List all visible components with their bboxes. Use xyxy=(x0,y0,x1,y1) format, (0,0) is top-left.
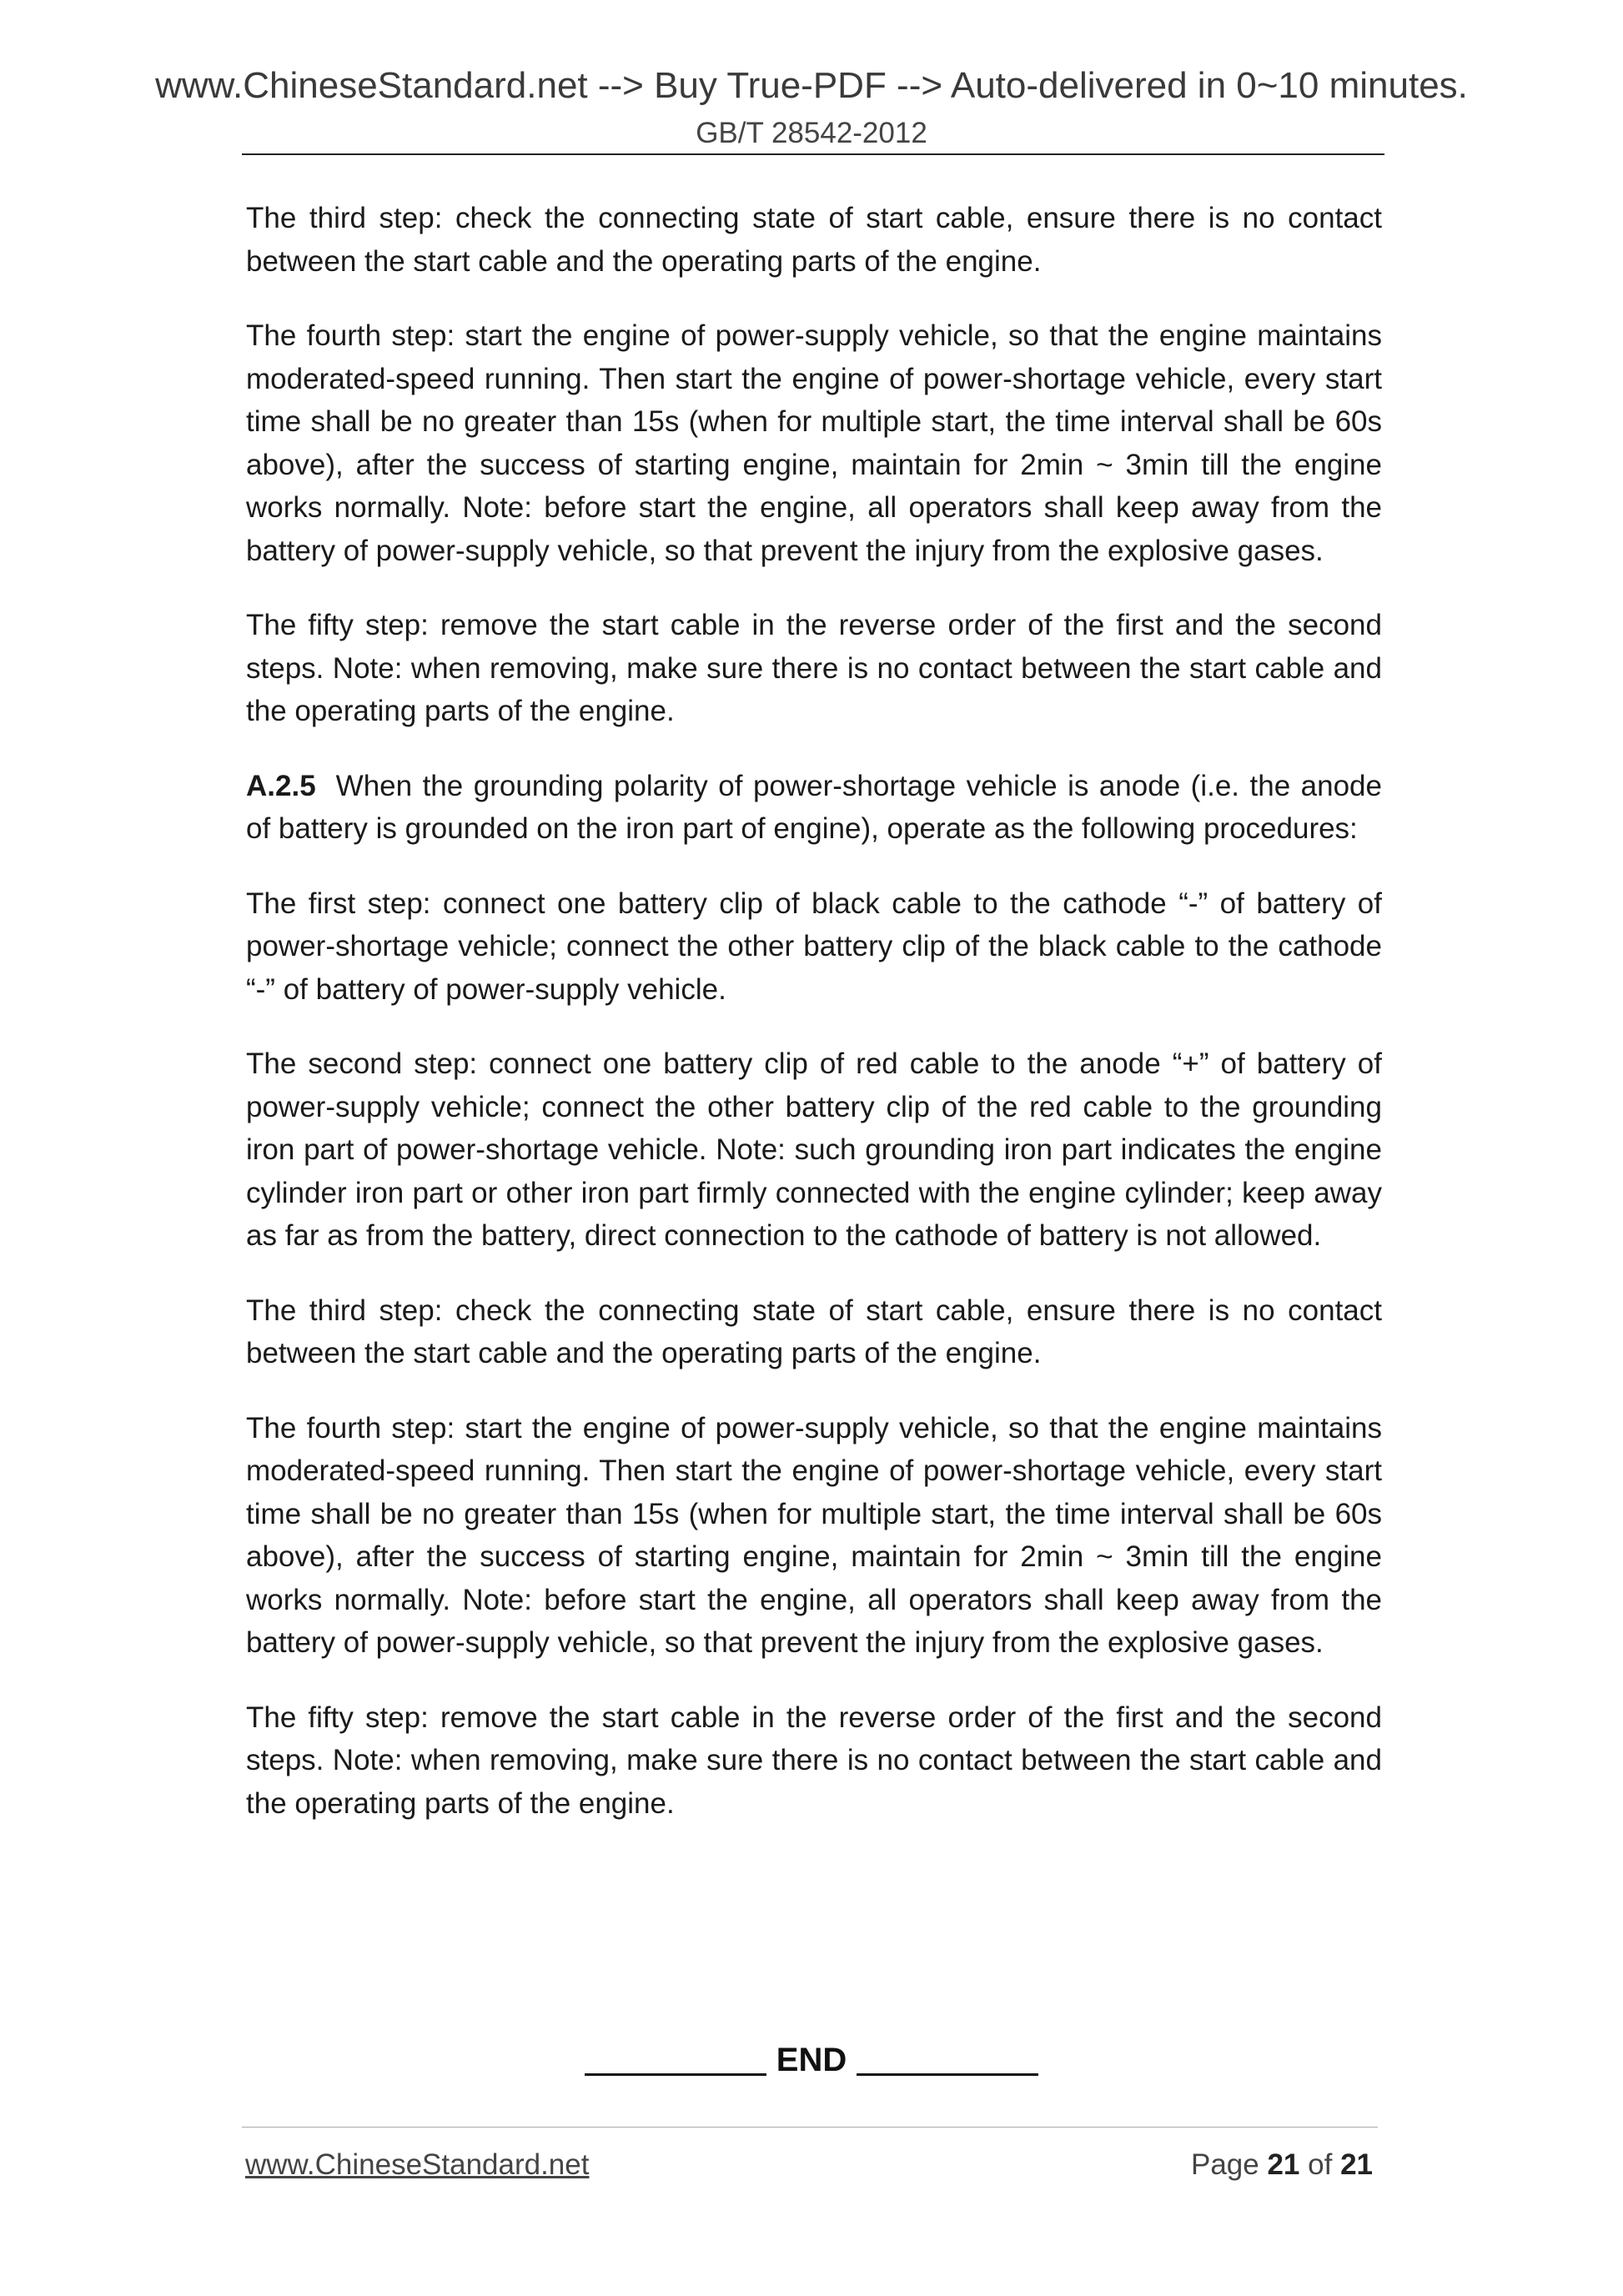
paragraph-text: The third step: check the connecting state of start cable, ensure there is no contact between the start cable and the operating parts of the engine. xyxy=(246,1294,1382,1369)
paragraph-text: The first step: connect one battery clip of black cable to the cathode “-” of battery of power-shortage vehicle; connect the other battery clip of the black cable to the cathode “-” of battery of power-supply vehicle. xyxy=(246,887,1382,1006)
page-of-label: of xyxy=(1308,2148,1333,2181)
paragraph-text: The fourth step: start the engine of power-supply vehicle, so that the engine maintains moderated-speed running. Then start the engine of power-shortage vehicle, every start time shall be no greater than 15s (when for multiple start, the time interval shall be 60s above), after the success of starting engine, maintain for 2min ~ 3min till the engine works normally. Note: before start the engine, all operators shall keep away from the battery of power-supply vehicle, so that prevent the injury from the explosive gases. xyxy=(246,319,1382,567)
end-text: END xyxy=(776,2042,847,2078)
paragraph-third-step-2 xyxy=(246,1289,1382,1375)
page-label: Page xyxy=(1190,2148,1259,2181)
footer-website-link[interactable]: www.ChineseStandard.net xyxy=(245,2148,590,2181)
clause-number: A.2.5 xyxy=(246,769,316,802)
end-marker xyxy=(0,2042,1623,2079)
paragraph-first-step xyxy=(246,882,1382,1012)
header-divider xyxy=(242,153,1384,155)
page-total: 21 xyxy=(1340,2148,1373,2181)
paragraph-text: When the grounding polarity of power-shortage vehicle is anode (i.e. the anode of battery is grounded on the iron part of engine), operate as the following procedures: xyxy=(246,769,1382,845)
paragraph-second-step xyxy=(246,1042,1382,1258)
paragraph-fourth-step-2 xyxy=(246,1407,1382,1665)
page-current: 21 xyxy=(1267,2148,1300,2181)
page-indicator xyxy=(1191,2148,1373,2182)
paragraph-text: The fifty step: remove the start cable in the reverse order of the first and the second steps. Note: when removing, make sure there is no contact between the start cable and the operating parts of the engine. xyxy=(246,1701,1382,1820)
document-body xyxy=(246,197,1382,1856)
end-rule-right xyxy=(857,2073,1038,2076)
paragraph-text: The fourth step: start the engine of power-supply vehicle, so that the engine maintains moderated-speed running. Then start the engine of power-shortage vehicle, every start time shall be no greater than 15s (when for multiple start, the time interval shall be 60s above), after the success of starting engine, maintain for 2min ~ 3min till the engine works normally. Note: before start the engine, all operators shall keep away from the battery of power-supply vehicle, so that prevent the injury from the explosive gases. xyxy=(246,1411,1382,1659)
paragraph-fifty-step-1 xyxy=(246,604,1382,733)
paragraph-text: The third step: check the connecting state of start cable, ensure there is no contact between the start cable and the operating parts of the engine. xyxy=(246,202,1382,278)
paragraph-third-step-1 xyxy=(246,197,1382,283)
footer-divider xyxy=(242,2127,1378,2128)
clause-a-2-5 xyxy=(246,765,1382,851)
paragraph-text: The second step: connect one battery clip of red cable to the anode “+” of battery of power-supply vehicle; connect the other battery clip of the red cable to the grounding iron part of power-shortage vehicle. Note: such grounding iron part indicates the engine cylinder iron part or other iron part firmly connected with the engine cylinder; keep away as far as from the battery, direct connection to the cathode of battery is not allowed. xyxy=(246,1048,1382,1252)
paragraph-fourth-step-1 xyxy=(246,314,1382,572)
paragraph-text: The fifty step: remove the start cable in the reverse order of the first and the second steps. Note: when removing, make sure there is no contact between the start cable and the operating parts of the engine. xyxy=(246,609,1382,727)
standard-number: GB/T 28542-2012 xyxy=(696,117,927,149)
header-banner: www.ChineseStandard.net --> Buy True-PDF --> Auto-delivered in 0~10 minutes. xyxy=(155,65,1468,106)
end-rule-left xyxy=(585,2073,766,2076)
paragraph-fifty-step-2 xyxy=(246,1696,1382,1826)
